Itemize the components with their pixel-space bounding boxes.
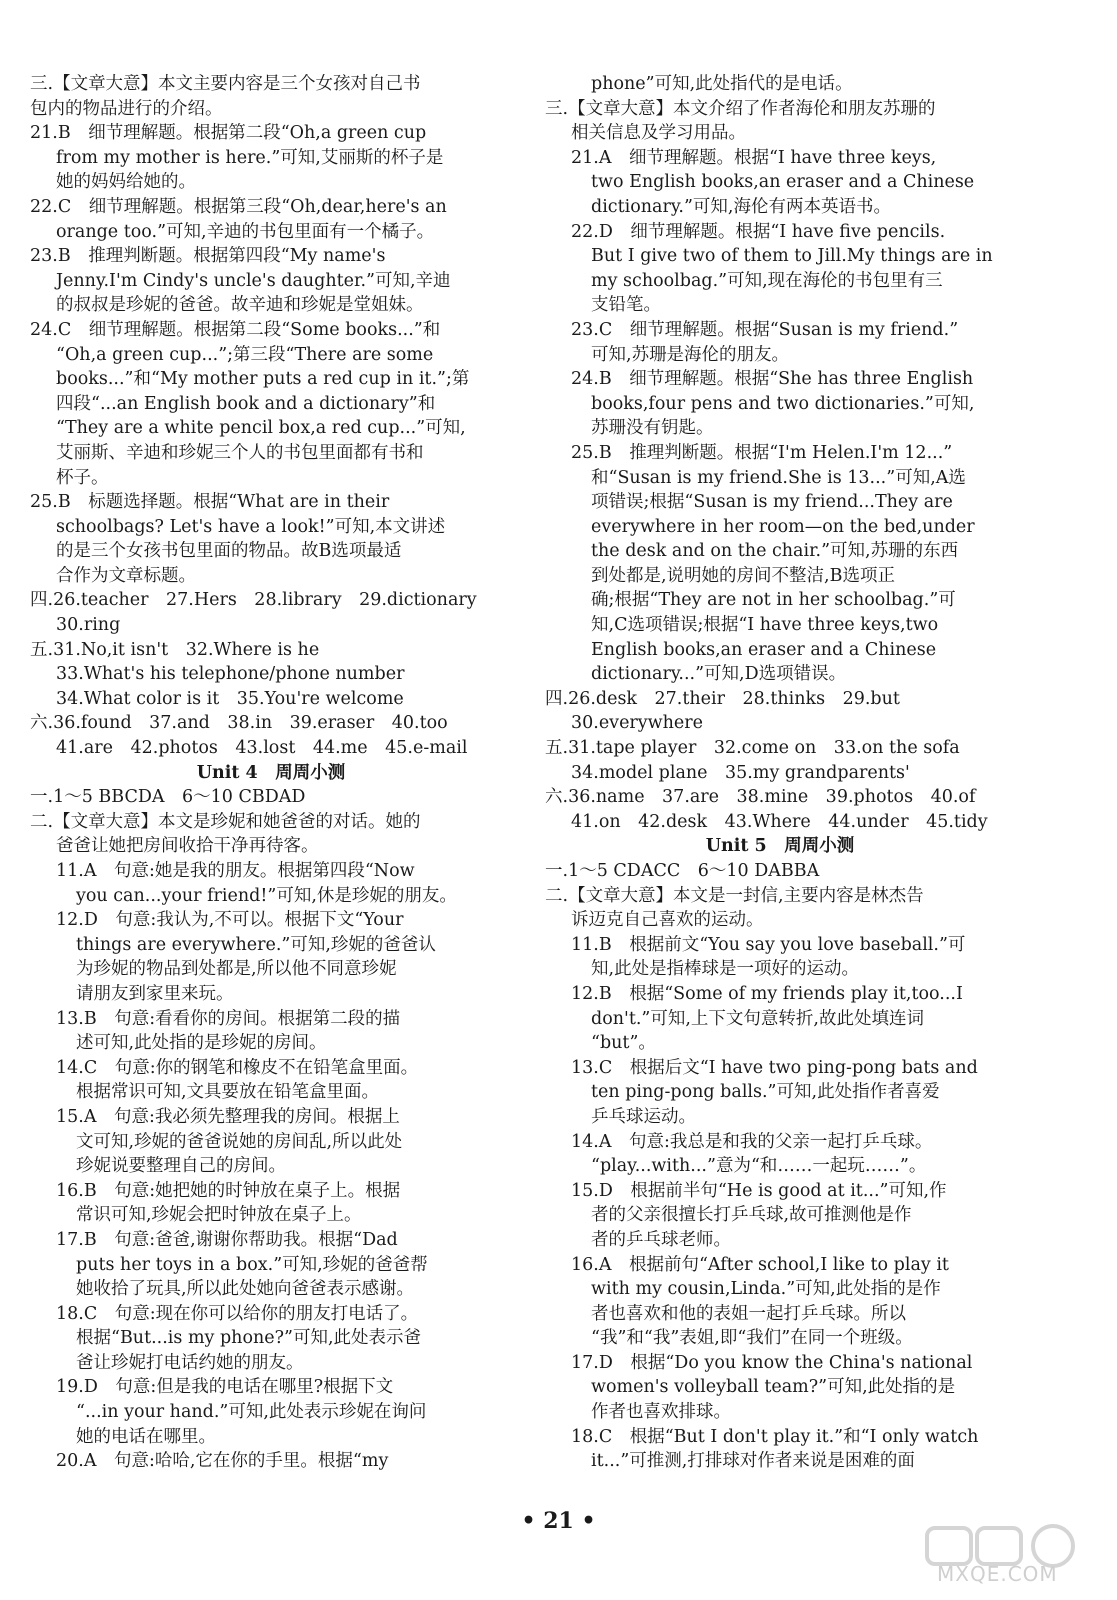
text-line: 合作为文章标题。	[56, 565, 196, 586]
text-line: 24.C 细节理解题。根据第二段“Some books...”和	[30, 319, 441, 340]
text-line: 者的乒乓球老师。	[591, 1229, 731, 1250]
text-line: 21.A 细节理解题。根据“I have three keys,	[571, 147, 937, 168]
text-line: you can...your friend!”可知,休是珍妮的朋友。	[76, 885, 457, 906]
text-line: 17.D 根据“Do you know the China's national	[571, 1352, 973, 1373]
text-line: things are everywhere.”可知,珍妮的爸爸认	[76, 934, 436, 955]
text-line: 六.36.found 37.and 38.in 39.eraser 40.too	[30, 713, 448, 734]
text-line: phone”可知,此处指代的是电话。	[591, 74, 853, 94]
text-line: my schoolbag.”可知,现在海伦的书包里有三	[591, 270, 943, 291]
text-line: 六.36.name 37.are 38.mine 39.photos 40.of	[545, 787, 976, 808]
text-line: the desk and on the chair.”可知,苏珊的东西	[591, 541, 959, 562]
text-line: 11.B 根据前文“You say you love baseball.”可	[571, 934, 966, 955]
text-line: 14.A 句意:我总是和我的父亲一起打乒乓球。	[571, 1131, 933, 1152]
text-line: 25.B 推理判断题。根据“I'm Helen.I'm 12...”	[571, 442, 953, 463]
text-line: 者也喜欢和他的表姐一起打乒乓球。所以	[591, 1303, 906, 1324]
text-line: 根据常识可知,文具要放在铅笔盒里面。	[76, 1082, 380, 1103]
text-line: 者的父亲很擅长打乒乓球,故可推测他是作	[591, 1205, 912, 1226]
text-line: 知,此处是指棒球是一项好的运动。	[591, 959, 860, 980]
text-line: 17.B 句意:爸爸,谢谢你帮助我。根据“Dad	[56, 1229, 398, 1250]
text-line: 22.C 细节理解题。根据第三段“Oh,dear,here's an	[30, 196, 447, 217]
text-line: 到处都是,说明她的房间不整洁,B选项正	[591, 565, 895, 586]
text-line: “...in your hand.”可知,此处表示珍妮在询问	[76, 1402, 427, 1423]
text-line: 19.D 句意:但是我的电话在哪里?根据下文	[56, 1377, 394, 1398]
text-line: “play...with...”意为“和……一起玩……”。	[591, 1156, 927, 1177]
text-line: 知,C选项错误;根据“I have three keys,two	[591, 615, 939, 636]
text-line: 爸爸让她把房间收拾干净再待客。	[56, 836, 319, 857]
text-line: 13.B 句意:看看你的房间。根据第二段的描	[56, 1008, 401, 1029]
text-line: 她收拾了玩具,所以此处她向爸爸表示感谢。	[76, 1279, 415, 1300]
watermark-text: MXQE.COM	[937, 1562, 1058, 1586]
text-line: 22.D 细节理解题。根据“I have five pencils.	[571, 221, 946, 242]
text-line: “Oh,a green cup...”;第三段“There are some	[56, 344, 434, 365]
text-line: 根据“But...is my phone?”可知,此处表示爸	[76, 1328, 422, 1349]
text-line: Jenny.I'm Cindy's uncle's daughter.”可知,辛迪	[56, 270, 451, 291]
text-line: 25.B 标题选择题。根据“What are in their	[30, 492, 390, 513]
text-line: 16.B 句意:她把她的时钟放在桌子上。根据	[56, 1180, 401, 1201]
text-line: 杯子。	[56, 467, 109, 488]
text-line: 34.model plane 35.my grandparents'	[571, 762, 910, 783]
text-line: 23.B 推理判断题。根据第四段“My name's	[30, 246, 386, 267]
text-line: from my mother is here.”可知,艾丽斯的杯子是	[56, 147, 444, 168]
text-line: 文可知,珍妮的爸爸说她的房间乱,所以此处	[76, 1131, 403, 1152]
watermark	[907, 1524, 1097, 1586]
text-line: 项错误;根据“Susan is my friend...They are	[591, 492, 953, 513]
text-line: 12.B 根据“Some of my friends play it,too...I	[571, 983, 963, 1004]
text-line: 13.C 根据后文“I have two ping-pong bats and	[571, 1057, 978, 1078]
text-line: English books,an eraser and a Chinese	[591, 639, 937, 660]
text-line: puts her toys in a box.”可知,珍妮的爸爸帮	[76, 1254, 428, 1275]
text-line: 苏珊没有钥匙。	[591, 418, 714, 439]
text-line: 二.【文章大意】本文是珍妮和她爸爸的对话。她的	[30, 811, 421, 832]
text-line: 的是三个女孩书包里面的物品。故B选项最适	[56, 541, 402, 562]
text-line: two English books,an eraser and a Chinese	[591, 172, 975, 193]
text-line: 16.A 根据前句“After school,I like to play it	[571, 1254, 949, 1275]
text-line: 四.26.teacher 27.Hers 28.library 29.dictionary	[30, 590, 477, 611]
text-line: “They are a white pencil box,a red cup...”可知,	[56, 418, 466, 439]
text-line: 二.【文章大意】本文是一封信,主要内容是林杰告	[545, 885, 924, 906]
text-line: 33.What's his telephone/phone number	[56, 664, 405, 685]
text-line: ten ping-pong balls.”可知,此处指作者喜爱	[591, 1082, 940, 1103]
text-line: 15.D 根据前半句“He is good at it...”可知,作	[571, 1180, 947, 1201]
text-line: 诉迈克自己喜欢的运动。	[571, 910, 764, 931]
text-line: 五.31.tape player 32.come on 33.on the sofa	[545, 738, 960, 759]
text-line: 三.【文章大意】本文介绍了作者海伦和朋友苏珊的	[545, 98, 936, 119]
text-line: 23.C 细节理解题。根据“Susan is my friend.”	[571, 319, 959, 340]
text-line: orange too.”可知,辛迪的书包里面有一个橘子。	[56, 221, 435, 242]
text-line: 相关信息及学习用品。	[571, 123, 746, 144]
text-line: 为珍妮的物品到处都是,所以他不同意珍妮	[76, 959, 397, 980]
text-line: with my cousin,Linda.”可知,此处指的是作	[591, 1279, 941, 1300]
text-line: books...”和“My mother puts a red cup in it.”;第	[56, 369, 470, 390]
text-line: 14.C 句意:你的钢笔和橡皮不在铅笔盒里面。	[56, 1057, 419, 1078]
text-line: books,four pens and two dictionaries.”可知,	[591, 393, 975, 414]
right-column	[545, 72, 1015, 1474]
text-line: 30.ring	[56, 615, 121, 636]
text-line: 21.B 细节理解题。根据第二段“Oh,a green cup	[30, 123, 427, 144]
text-line: 作者也喜欢排球。	[591, 1402, 731, 1423]
text-line: But I give two of them to Jill.My things are in	[591, 246, 993, 267]
text-line: 41.are 42.photos 43.lost 44.me 45.e-mail	[56, 738, 468, 759]
text-line: 支铅笔。	[591, 295, 661, 316]
text-line: 12.D 句意:我认为,不可以。根据下文“Your	[56, 910, 404, 931]
text-line: everywhere in her room—on the bed,under	[591, 516, 975, 537]
text-line: 述可知,此处指的是珍妮的房间。	[76, 1033, 327, 1054]
text-line: 20.A 句意:哈哈,它在你的手里。根据“my	[56, 1451, 389, 1472]
section-heading: Unit 4 周周小测	[196, 762, 346, 783]
text-line: 四段“...an English book and a dictionary”和	[56, 393, 436, 414]
text-line: 可知,苏珊是海伦的朋友。	[591, 344, 790, 365]
section-heading: Unit 5 周周小测	[705, 836, 855, 857]
text-line: 确;根据“They are not in her schoolbag.”可	[591, 590, 956, 611]
text-line: 的叔叔是珍妮的爸爸。故辛迪和珍妮是堂姐妹。	[56, 295, 424, 316]
text-line: 15.A 句意:我必须先整理我的房间。根据上	[56, 1106, 400, 1127]
page-number: • 21 •	[521, 1508, 596, 1534]
text-line: “but”。	[591, 1033, 656, 1054]
text-line: 30.everywhere	[571, 713, 704, 734]
text-line: 艾丽斯、辛迪和珍妮三个人的书包里面都有书和	[56, 442, 424, 463]
text-line: 和“Susan is my friend.She is 13...”可知,A选	[591, 467, 966, 488]
text-line: 一.1～5 BBCDA 6～10 CBDAD	[30, 787, 306, 808]
text-line: 一.1～5 CDACC 6～10 DABBA	[545, 861, 820, 881]
text-line: 五.31.No,it isn't 32.Where is he	[30, 639, 320, 660]
text-line: it...”可推测,打排球对作者来说是困难的面	[591, 1451, 915, 1472]
text-line: 常识可知,珍妮会把时钟放在桌子上。	[76, 1205, 362, 1226]
text-line: 18.C 根据“But I don't play it.”和“I only watch	[571, 1426, 979, 1447]
text-line: 11.A 句意:她是我的朋友。根据第四段“Now	[56, 861, 415, 881]
text-line: 41.on 42.desk 43.Where 44.under 45.tidy	[571, 811, 988, 832]
text-line: dictionary...”可知,D选项错误。	[591, 664, 847, 685]
text-line: 爸让珍妮打电话约她的朋友。	[76, 1352, 304, 1373]
text-line: schoolbags? Let's have a look!”可知,本文讲述	[56, 516, 446, 537]
text-line: 乒乓球运动。	[591, 1106, 696, 1127]
text-line: 34.What color is it 35.You're welcome	[56, 688, 404, 709]
text-line: 她的妈妈给她的。	[56, 172, 196, 193]
text-line: “我”和“我”表姐,即“我们”在同一个班级。	[591, 1328, 913, 1349]
text-line: 包内的物品进行的介绍。	[30, 98, 223, 119]
text-line: don't.”可知,上下文句意转折,故此处填连词	[591, 1008, 924, 1029]
text-line: 请朋友到家里来玩。	[76, 983, 234, 1004]
text-line: 四.26.desk 27.their 28.thinks 29.but	[545, 688, 900, 709]
text-line: 三.【文章大意】本文主要内容是三个女孩对自己书	[30, 74, 421, 94]
text-line: dictionary.”可知,海伦有两本英语书。	[591, 196, 891, 217]
text-line: 18.C 句意:现在你可以给你的朋友打电话了。	[56, 1303, 419, 1324]
text-line: 她的电话在哪里。	[76, 1426, 216, 1447]
text-line: women's volleyball team?”可知,此处指的是	[591, 1377, 956, 1398]
text-line: 珍妮说要整理自己的房间。	[76, 1156, 286, 1177]
left-column	[30, 72, 512, 1474]
text-line: 24.B 细节理解题。根据“She has three English	[571, 369, 974, 390]
